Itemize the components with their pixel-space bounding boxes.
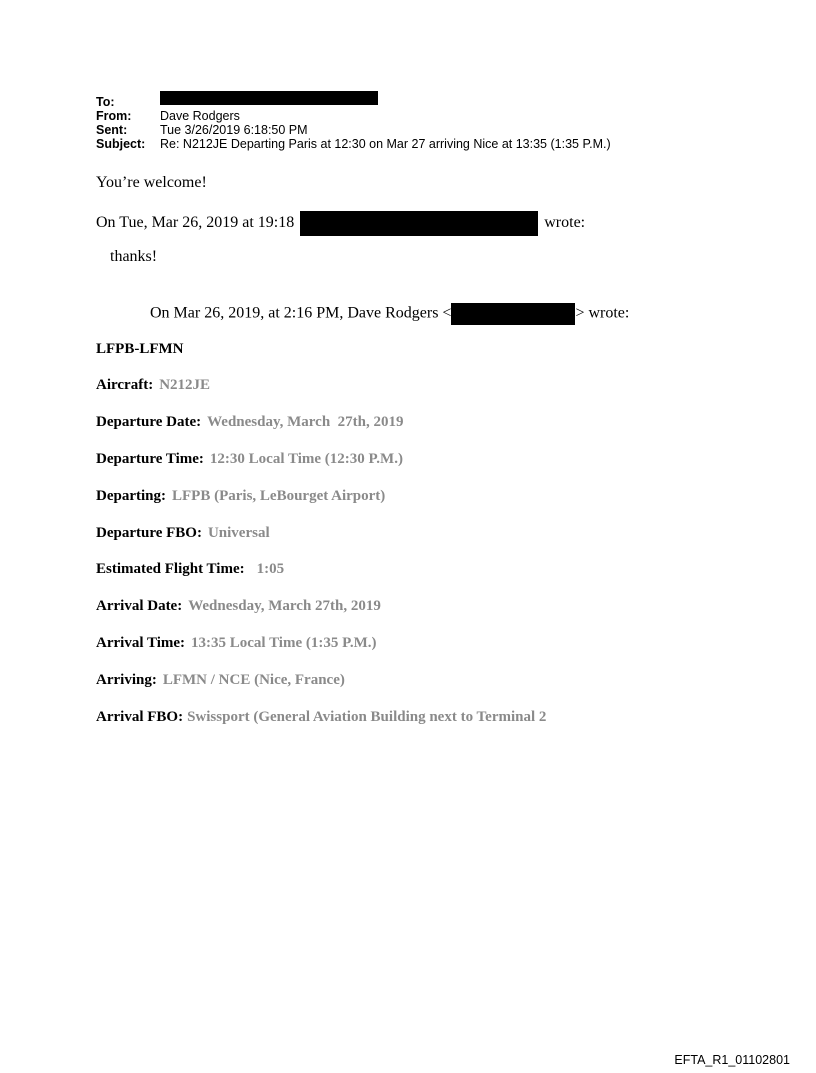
detail-value: LFMN / NCE (Nice, France) xyxy=(162,672,345,688)
detail-label: Arrival Time: xyxy=(96,635,186,651)
detail-value: 12:30 Local Time (12:30 P.M.) xyxy=(209,451,403,467)
detail-row xyxy=(96,488,385,505)
route-heading xyxy=(96,341,184,358)
detail-value: Wednesday, March 27th, 2019 xyxy=(188,598,381,614)
detail-value: 1:05 xyxy=(256,561,285,577)
subject-value: Re: N212JE Departing Paris at 12:30 on Mar 27 arriving Nice at 13:35 (1:35 P.M.) xyxy=(160,137,611,151)
detail-row xyxy=(96,451,403,468)
detail-label: Estimated Flight Time: xyxy=(96,561,245,577)
reply-text: You’re welcome! xyxy=(96,174,207,191)
redaction-box xyxy=(451,303,575,325)
from-row xyxy=(96,109,611,123)
detail-value: Swissport (General Aviation Building next to Terminal 2 xyxy=(187,709,547,725)
detail-label: Departing: xyxy=(96,488,166,504)
quote-header-1 xyxy=(96,211,585,236)
detail-value: Universal xyxy=(207,525,270,541)
detail-row xyxy=(96,672,345,689)
sent-row xyxy=(96,123,611,137)
document-id: EFTA_R1_01102801 xyxy=(674,1053,790,1067)
detail-row xyxy=(96,561,284,578)
sent-value: Tue 3/26/2019 6:18:50 PM xyxy=(160,123,308,137)
detail-row xyxy=(96,525,270,542)
route-text: LFPB-LFMN xyxy=(96,341,184,357)
detail-label: Arrival FBO: xyxy=(96,709,184,725)
detail-row xyxy=(96,414,404,431)
quote-1-suffix: wrote: xyxy=(544,214,586,232)
detail-label: Departure FBO: xyxy=(96,525,202,541)
redaction-box xyxy=(160,91,378,105)
thanks-text: thanks! xyxy=(110,248,158,265)
redaction-box xyxy=(300,211,538,236)
detail-row xyxy=(96,635,377,652)
quote-header-2 xyxy=(150,303,629,325)
to-row xyxy=(96,95,611,109)
detail-value: Wednesday, March 27th, 2019 xyxy=(207,414,404,430)
detail-label: Aircraft: xyxy=(96,377,154,393)
detail-label: Arriving: xyxy=(96,672,157,688)
quote-1-prefix: On Tue, Mar 26, 2019 at 19:18 xyxy=(96,214,295,232)
detail-label: Departure Date: xyxy=(96,414,202,430)
to-label: To: xyxy=(96,95,115,109)
quote-2-suffix: > wrote: xyxy=(575,304,630,322)
sent-label: Sent: xyxy=(96,123,128,137)
subject-row xyxy=(96,137,611,151)
detail-row xyxy=(96,709,546,726)
detail-row xyxy=(96,377,210,394)
detail-label: Arrival Date: xyxy=(96,598,183,614)
detail-value: N212JE xyxy=(159,377,211,393)
email-header xyxy=(96,95,611,151)
subject-label: Subject: xyxy=(96,137,146,151)
from-value: Dave Rodgers xyxy=(160,109,240,123)
detail-value: LFPB (Paris, LeBourget Airport) xyxy=(172,488,386,504)
from-label: From: xyxy=(96,109,132,123)
detail-value: 13:35 Local Time (1:35 P.M.) xyxy=(191,635,377,651)
detail-row xyxy=(96,598,381,615)
quote-2-prefix: On Mar 26, 2019, at 2:16 PM, Dave Rodgers < xyxy=(150,304,452,322)
detail-label: Departure Time: xyxy=(96,451,204,467)
